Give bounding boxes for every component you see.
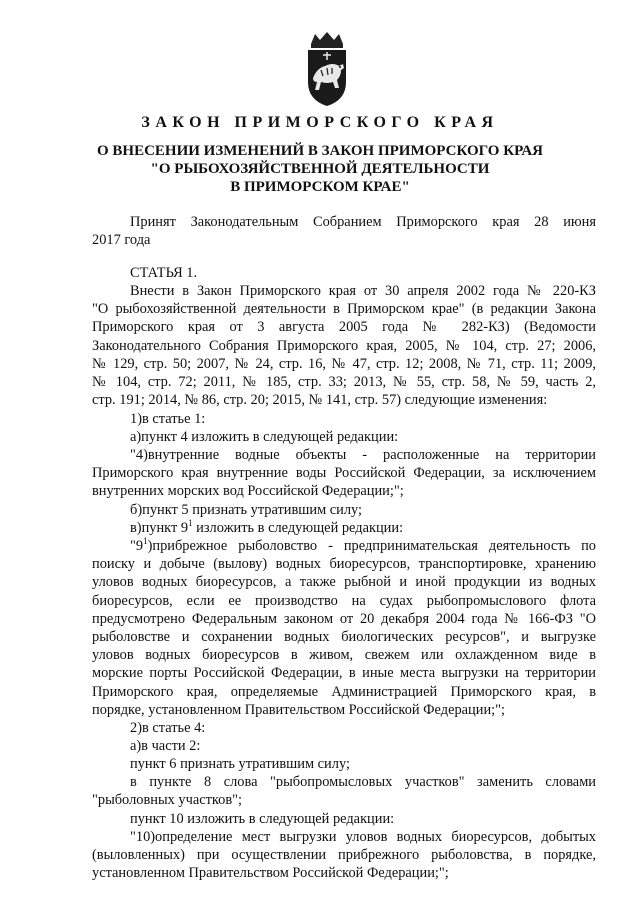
paragraph-8-text: в пункте 8 слова "рыбопромысловых участков" заменить словами "рыболовных участков";	[92, 774, 596, 809]
paragraph-4-text: "4)внутренние водные объекты - расположенные на территории Приморского края внутренние воды Российской Федерации, за исключением внутренних морских вод Российской Федерации;";	[92, 447, 596, 500]
item-2: 2)в статье 4:	[130, 720, 206, 736]
intro-paragraph: Внести в Закон Приморского края от 30 апреля 2002 года № 220-КЗ "О рыбохозяйственной деятельности в Приморском крае" (в редакции Закона Приморского края от 3 августа 2005 года № 282-КЗ) (Ведомости Законодательного Собрания Приморского края, 2005, № 104, стр. 27; 2006, № 129, стр. 50; 2007, № 24, стр. 16, № 47, стр. 12; 2008, № 71, стр. 11; 2009, № 104, стр. 72; 2011, № 185, стр. 33; 2013, № 55, стр. 58, № 59, часть 2, стр. 191; 2014, № 86, стр. 20; 2015, № 141, стр. 57) следующие изменения:	[92, 283, 596, 409]
paragraph-10-text: "10)определение мест выгрузки уловов водных биоресурсов, добытых (выловленных) при осуществлении прибрежного рыболовства, в порядке, установленном Правительством Российской Федерации;";	[92, 829, 596, 882]
paragraph-10-intro: пункт 10 изложить в следующей редакции:	[130, 811, 395, 827]
paragraph-6-text: пункт 6 признать утратившим силу;	[130, 756, 350, 772]
paragraph-9-text: "$9^1)прибрежное$ рыболовство - предпринимательская деятельность по поиску и добыче (вылову) водных биоресурсов, транспортировке, хранению уловов водных биоресурсов, а также рыбной и иной продукции из водных биоресурсов, если ее производство на судах рыбопромыслового флота предусмотрено Федеральным законом от 20 декабря 2004 года № 166-ФЗ "О рыболовстве и сохранении водных биологических ресурсов", и выгрузке уловов водных биоресурсов в живом, свежем или охлажденном виде в морские порты Российской Федерации, в иные места выгрузки на территории Приморского края, определяемые Администрацией Приморского края, в порядке, установленном Правительством Российской Федерации;";	[92, 536, 596, 718]
item-1b: б)пункт 5 признать утратившим силу;	[130, 502, 363, 518]
subtitle-line: "О РЫБОХОЗЯЙСТВЕННОЙ ДЕЯТЕЛЬНОСТИ	[150, 161, 490, 177]
subtitle-line: В ПРИМОРСКОМ КРАЕ"	[230, 179, 410, 195]
coat-of-arms-icon	[303, 30, 351, 108]
item-1v: в)пункт $9^1$ изложить в следующей редакции:	[130, 518, 404, 536]
law-title: ЗАКОН ПРИМОРСКОГО КРАЯ	[141, 114, 499, 131]
subtitle-line: О ВНЕСЕНИИ ИЗМЕНЕНИЙ В ЗАКОН ПРИМОРСКОГО КРАЯ	[97, 143, 543, 159]
item-1a: а)пункт 4 изложить в следующей редакции:	[130, 429, 399, 445]
item-1: 1)в статье 1:	[130, 411, 206, 427]
law-subtitle	[0, 142, 640, 196]
article-heading: СТАТЬЯ 1.	[130, 265, 198, 281]
adoption-paragraph: Принят Законодательным Собранием Приморского края 28 июня 2017 года	[92, 214, 596, 249]
item-2a: а)в части 2:	[130, 738, 201, 754]
